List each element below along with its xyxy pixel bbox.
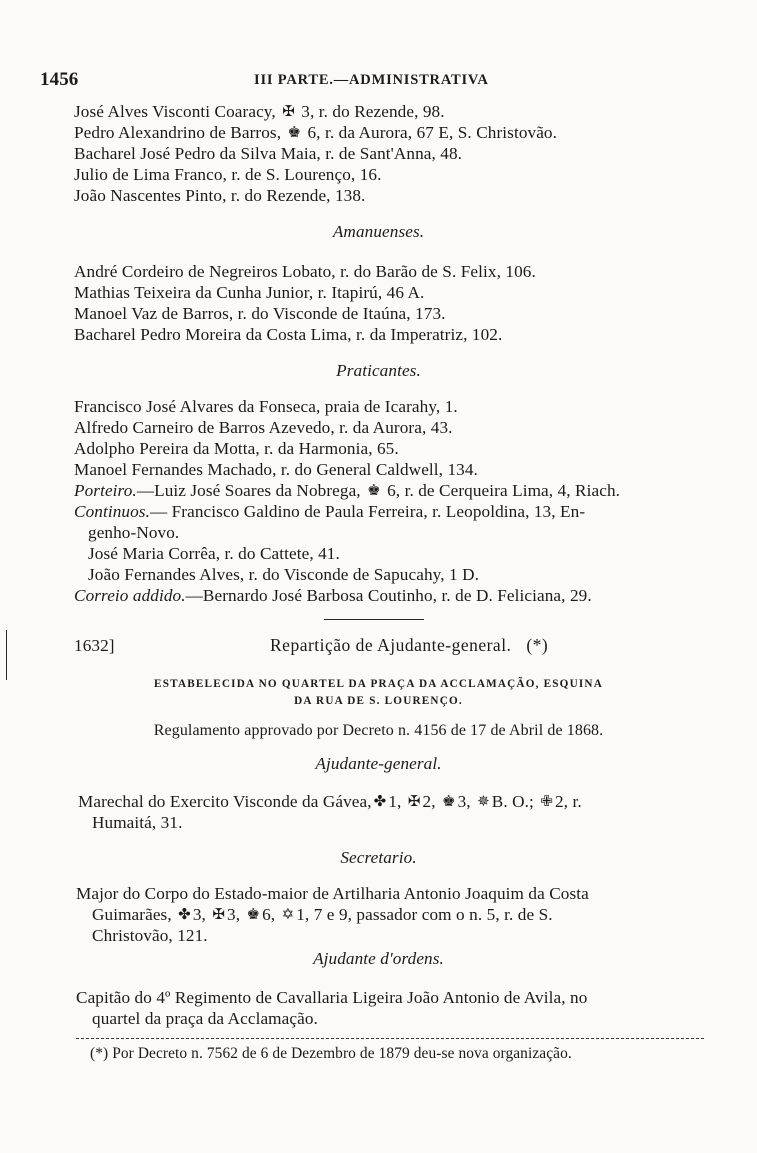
secretario-line-2 <box>92 905 553 925</box>
list-item: João Fernandes Alves, r. do Visconde de Sapucahy, 1 D. <box>88 565 480 584</box>
star-icon: ✡ <box>281 907 295 923</box>
porteiro-text: —Luiz José Soares da Nobrega, <box>136 481 361 500</box>
continuos-text: — Francisco Galdino de Paula Ferreira, r. Leopoldina, 13, En- <box>149 502 586 521</box>
entry-rest: 6, r. da Aurora, 67 E, S. Christovão. <box>307 123 558 142</box>
porteiro-entry <box>74 481 620 501</box>
ajudante-general-line-1 <box>78 792 582 812</box>
order-grade: 6, <box>262 905 276 924</box>
ajudante-ordens-line-2: quartel da praça da Acclamação. <box>92 1009 318 1028</box>
crown-icon: ♚ <box>246 907 261 923</box>
section-code: 1632] <box>74 636 115 655</box>
correio-text: —Bernardo José Barbosa Coutinho, r. de D. Feliciana, 29. <box>185 586 592 605</box>
star-icon: ✵ <box>477 794 490 810</box>
secretario-line-1: Major do Corpo do Estado-maior de Artilharia Antonio Joaquim da Costa <box>76 884 589 903</box>
porteiro-address: 6, r. de Cerqueira Lima, 4, Riach. <box>387 481 621 500</box>
running-header: III PARTE.—ADMINISTRATIVA <box>254 72 489 88</box>
cross-icon: ✠ <box>212 907 225 923</box>
list-item: Mathias Teixeira da Cunha Junior, r. Itapirú, 46 A. <box>74 283 425 302</box>
cross-icon: ✠ <box>282 104 295 120</box>
list-item: André Cordeiro de Negreiros Lobato, r. do Barão de S. Felix, 106. <box>74 262 536 281</box>
list-item: João Nascentes Pinto, r. do Rezende, 138. <box>74 186 366 205</box>
regulation-note: Regulamento approvado por Decreto n. 4156 de 17 de Abril de 1868. <box>153 722 604 739</box>
footnote-divider <box>76 1038 704 1039</box>
section-title <box>270 635 548 655</box>
order-grade: 1, <box>388 792 402 811</box>
section-heading-amanuenses: Amanuenses. <box>332 222 425 241</box>
order-grade: 3, <box>457 792 471 811</box>
list-item: Manoel Vaz de Barros, r. do Visconde de Itaúna, 173. <box>74 304 446 323</box>
list-item: Alfredo Carneiro de Barros Azevedo, r. da Aurora, 43. <box>74 418 453 437</box>
list-item: José Maria Corrêa, r. do Cattete, 41. <box>88 544 340 563</box>
order-grade: 2, <box>422 792 436 811</box>
crown-icon: ♚ <box>442 794 456 810</box>
entry-name: Pedro Alexandrino de Barros, <box>74 123 282 142</box>
list-item: Manoel Fernandes Machado, r. do General Caldwell, 134. <box>74 460 478 479</box>
entry-rest: 3, r. do Rezende, 98. <box>301 102 445 121</box>
margin-mark <box>6 630 7 680</box>
list-item: Bacharel Pedro Moreira da Costa Lima, r. da Imperatriz, 102. <box>74 325 503 344</box>
section-heading-ajudante-ordens: Ajudante d'ordens. <box>313 949 444 968</box>
order-grade: 1, 7 e 9, passador com o n. 5, r. de S. <box>296 905 553 924</box>
footnote: (*) Por Decreto n. 7562 de 6 de Dezembro de 1879 deu-se nova organização. <box>90 1045 572 1062</box>
established-line-2: DA RUA DE S. LOURENÇO. <box>294 695 463 707</box>
section-heading-praticantes: Praticantes. <box>336 361 421 380</box>
continuos-continuation: genho-Novo. <box>88 523 180 542</box>
correio-entry <box>74 586 592 606</box>
list-item: Francisco José Alvares da Fonseca, praia de Icarahy, 1. <box>74 397 458 416</box>
continuos-label: Continuos. <box>74 502 150 521</box>
continuos-entry <box>74 502 585 522</box>
secretario-name: Guimarães, <box>92 905 172 924</box>
correio-label: Correio addido. <box>74 586 186 605</box>
section-heading-secretario: Secretario. <box>340 848 417 867</box>
order-grade: 2, r. <box>554 792 582 811</box>
crown-icon: ♚ <box>367 483 381 499</box>
ajudante-general-name: Marechal do Exercito Visconde da Gávea, <box>78 792 372 811</box>
section-heading-ajudante-general: Ajudante-general. <box>315 754 442 773</box>
rose-cross-icon: ✤ <box>178 907 191 923</box>
porteiro-label: Porteiro. <box>74 481 137 500</box>
note-marker: (*) <box>526 635 549 655</box>
order-grade: 3, <box>192 905 206 924</box>
established-line-1: ESTABELECIDA NO QUARTEL DA PRAÇA DA ACCLAMAÇÃO, ESQUINA <box>154 678 603 690</box>
list-item: Bacharel José Pedro da Silva Maia, r. de Sant'Anna, 48. <box>74 144 463 163</box>
ajudante-ordens-line-1: Capitão do 4º Regimento de Cavallaria Ligeira João Antonio de Avila, no <box>76 988 588 1007</box>
section-title-text: Repartição de Ajudante-general. <box>270 635 512 655</box>
list-item: Adolpho Pereira da Motta, r. da Harmonia, 65. <box>74 439 399 458</box>
cross-icon: ✠ <box>407 794 421 810</box>
list-item <box>74 102 445 122</box>
order-grade: B. O.; <box>491 792 534 811</box>
entry-name: José Alves Visconti Coaracy, <box>74 102 276 121</box>
order-grade: 3, <box>227 905 241 924</box>
list-item: Julio de Lima Franco, r. de S. Lourenço, 16. <box>74 165 382 184</box>
page-number: 1456 <box>40 69 79 90</box>
section-divider <box>324 619 424 620</box>
list-item <box>74 123 557 143</box>
ajudante-general-line-2: Humaitá, 31. <box>92 813 183 832</box>
crown-icon: ♚ <box>287 125 302 141</box>
secretario-line-3: Christovão, 121. <box>92 926 208 945</box>
rose-cross-icon: ✤ <box>373 794 387 810</box>
maltese-cross-icon: ✙ <box>540 794 553 810</box>
